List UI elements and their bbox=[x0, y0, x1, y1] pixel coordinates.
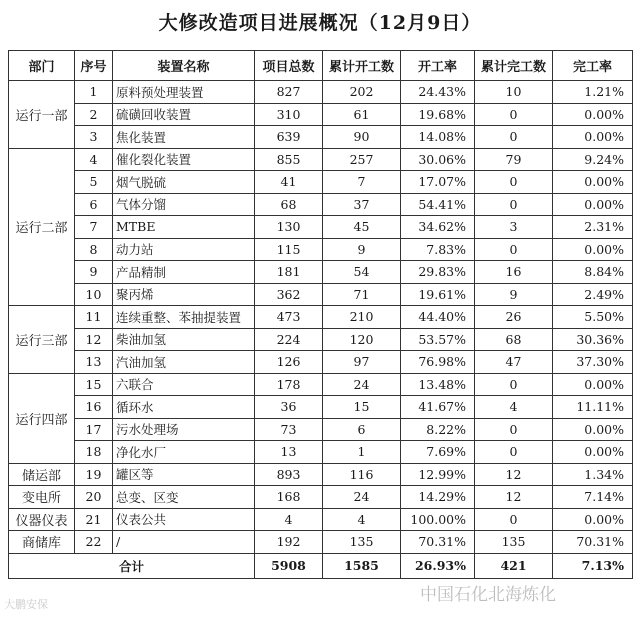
started-count: 71 bbox=[323, 283, 401, 306]
unit-name: 净化水厂 bbox=[113, 441, 255, 464]
unit-name: 循环水 bbox=[113, 396, 255, 419]
table-row bbox=[9, 306, 633, 329]
page-title: 大修改造项目进展概况（12月9日） bbox=[158, 12, 482, 34]
total-items: 4 bbox=[255, 508, 323, 531]
completion-rate: 1.21% bbox=[553, 81, 633, 104]
table-row bbox=[9, 486, 633, 509]
column-header: 完工率 bbox=[553, 51, 633, 81]
total-items: 178 bbox=[255, 373, 323, 396]
total-items: 36 bbox=[255, 396, 323, 419]
completion-rate: 37.30% bbox=[553, 351, 633, 374]
unit-name: 气体分馏 bbox=[113, 193, 255, 216]
started-count: 257 bbox=[323, 148, 401, 171]
table-row bbox=[9, 351, 633, 374]
start-rate: 17.07% bbox=[401, 171, 475, 194]
completed-count: 4 bbox=[475, 396, 553, 419]
completion-rate: 0.00% bbox=[553, 238, 633, 261]
total-completed: 421 bbox=[475, 553, 553, 578]
start-rate: 54.41% bbox=[401, 193, 475, 216]
completed-count: 0 bbox=[475, 103, 553, 126]
row-number: 11 bbox=[75, 306, 113, 329]
started-count: 210 bbox=[323, 306, 401, 329]
completed-count: 10 bbox=[475, 81, 553, 104]
table-row bbox=[9, 238, 633, 261]
total-items: 639 bbox=[255, 126, 323, 149]
completion-rate: 2.31% bbox=[553, 216, 633, 239]
table-row bbox=[9, 283, 633, 306]
column-header: 项目总数 bbox=[255, 51, 323, 81]
completed-count: 16 bbox=[475, 261, 553, 284]
total-items: 13 bbox=[255, 441, 323, 464]
start-rate: 7.83% bbox=[401, 238, 475, 261]
unit-name: 柴油加氢 bbox=[113, 328, 255, 351]
header-row bbox=[9, 51, 633, 81]
completion-rate: 0.00% bbox=[553, 441, 633, 464]
table-row bbox=[9, 216, 633, 239]
total-start-rate: 26.93% bbox=[401, 553, 475, 578]
department-cell: 运行一部 bbox=[9, 81, 75, 149]
department-cell: 商储库 bbox=[9, 531, 75, 554]
row-number: 16 bbox=[75, 396, 113, 419]
started-count: 90 bbox=[323, 126, 401, 149]
unit-name: 产品精制 bbox=[113, 261, 255, 284]
start-rate: 30.06% bbox=[401, 148, 475, 171]
start-rate: 8.22% bbox=[401, 418, 475, 441]
total-items: 893 bbox=[255, 463, 323, 486]
department-cell: 变电所 bbox=[9, 486, 75, 509]
completion-rate: 0.00% bbox=[553, 171, 633, 194]
unit-name: 仪表公共 bbox=[113, 508, 255, 531]
table-row bbox=[9, 508, 633, 531]
total-items: 168 bbox=[255, 486, 323, 509]
unit-name: 动力站 bbox=[113, 238, 255, 261]
completion-rate: 7.14% bbox=[553, 486, 633, 509]
row-number: 4 bbox=[75, 148, 113, 171]
table-row bbox=[9, 126, 633, 149]
department-cell: 仪器仪表 bbox=[9, 508, 75, 531]
completion-rate: 0.00% bbox=[553, 373, 633, 396]
total-items: 224 bbox=[255, 328, 323, 351]
column-header: 序号 bbox=[75, 51, 113, 81]
table-row bbox=[9, 148, 633, 171]
progress-table bbox=[8, 50, 633, 579]
unit-name: 催化裂化装置 bbox=[113, 148, 255, 171]
completion-rate: 5.50% bbox=[553, 306, 633, 329]
completion-rate: 9.24% bbox=[553, 148, 633, 171]
completion-rate: 2.49% bbox=[553, 283, 633, 306]
table-row bbox=[9, 261, 633, 284]
column-header: 累计开工数 bbox=[323, 51, 401, 81]
unit-name: 烟气脱硫 bbox=[113, 171, 255, 194]
total-items: 130 bbox=[255, 216, 323, 239]
unit-name: MTBE bbox=[113, 216, 255, 239]
total-items: 181 bbox=[255, 261, 323, 284]
unit-name: 污水处理场 bbox=[113, 418, 255, 441]
completed-count: 68 bbox=[475, 328, 553, 351]
completed-count: 47 bbox=[475, 351, 553, 374]
started-count: 116 bbox=[323, 463, 401, 486]
completed-count: 0 bbox=[475, 238, 553, 261]
start-rate: 100.00% bbox=[401, 508, 475, 531]
completed-count: 0 bbox=[475, 418, 553, 441]
completed-count: 0 bbox=[475, 508, 553, 531]
row-number: 10 bbox=[75, 283, 113, 306]
start-rate: 41.67% bbox=[401, 396, 475, 419]
watermark-left: 大鹏安保 bbox=[4, 598, 48, 611]
total-items: 192 bbox=[255, 531, 323, 554]
total-items: 115 bbox=[255, 238, 323, 261]
department-cell: 运行二部 bbox=[9, 148, 75, 306]
row-number: 12 bbox=[75, 328, 113, 351]
row-number: 9 bbox=[75, 261, 113, 284]
completed-count: 12 bbox=[475, 463, 553, 486]
completed-count: 12 bbox=[475, 486, 553, 509]
total-items: 5908 bbox=[255, 553, 323, 578]
total-items: 126 bbox=[255, 351, 323, 374]
started-count: 202 bbox=[323, 81, 401, 104]
table-row bbox=[9, 418, 633, 441]
table-row bbox=[9, 441, 633, 464]
table-row bbox=[9, 81, 633, 104]
start-rate: 34.62% bbox=[401, 216, 475, 239]
row-number: 7 bbox=[75, 216, 113, 239]
start-rate: 13.48% bbox=[401, 373, 475, 396]
started-count: 4 bbox=[323, 508, 401, 531]
table-row bbox=[9, 103, 633, 126]
completed-count: 26 bbox=[475, 306, 553, 329]
started-count: 97 bbox=[323, 351, 401, 374]
start-rate: 19.61% bbox=[401, 283, 475, 306]
started-count: 1 bbox=[323, 441, 401, 464]
row-number: 18 bbox=[75, 441, 113, 464]
unit-name: / bbox=[113, 531, 255, 554]
started-count: 7 bbox=[323, 171, 401, 194]
total-items: 473 bbox=[255, 306, 323, 329]
completion-rate: 0.00% bbox=[553, 126, 633, 149]
table-row bbox=[9, 373, 633, 396]
completion-rate: 8.84% bbox=[553, 261, 633, 284]
start-rate: 70.31% bbox=[401, 531, 475, 554]
table-row bbox=[9, 328, 633, 351]
row-number: 20 bbox=[75, 486, 113, 509]
row-number: 5 bbox=[75, 171, 113, 194]
completion-rate: 0.00% bbox=[553, 193, 633, 216]
department-cell: 运行四部 bbox=[9, 373, 75, 463]
completion-rate: 70.31% bbox=[553, 531, 633, 554]
row-number: 13 bbox=[75, 351, 113, 374]
unit-name: 硫磺回收装置 bbox=[113, 103, 255, 126]
completion-rate: 11.11% bbox=[553, 396, 633, 419]
completed-count: 9 bbox=[475, 283, 553, 306]
row-number: 2 bbox=[75, 103, 113, 126]
department-cell: 运行三部 bbox=[9, 306, 75, 374]
completion-rate: 30.36% bbox=[553, 328, 633, 351]
unit-name: 原料预处理装置 bbox=[113, 81, 255, 104]
start-rate: 29.83% bbox=[401, 261, 475, 284]
completed-count: 135 bbox=[475, 531, 553, 554]
completed-count: 79 bbox=[475, 148, 553, 171]
row-number: 1 bbox=[75, 81, 113, 104]
watermark-right: 中国石化北海炼化 bbox=[420, 585, 556, 605]
total-items: 68 bbox=[255, 193, 323, 216]
total-items: 41 bbox=[255, 171, 323, 194]
completed-count: 0 bbox=[475, 126, 553, 149]
row-number: 21 bbox=[75, 508, 113, 531]
unit-name: 焦化装置 bbox=[113, 126, 255, 149]
unit-name: 罐区等 bbox=[113, 463, 255, 486]
completed-count: 0 bbox=[475, 193, 553, 216]
table-row bbox=[9, 396, 633, 419]
start-rate: 53.57% bbox=[401, 328, 475, 351]
total-items: 855 bbox=[255, 148, 323, 171]
total-items: 827 bbox=[255, 81, 323, 104]
start-rate: 76.98% bbox=[401, 351, 475, 374]
column-header: 累计完工数 bbox=[475, 51, 553, 81]
table-row bbox=[9, 463, 633, 486]
started-count: 61 bbox=[323, 103, 401, 126]
started-count: 24 bbox=[323, 373, 401, 396]
row-number: 22 bbox=[75, 531, 113, 554]
completed-count: 3 bbox=[475, 216, 553, 239]
started-count: 9 bbox=[323, 238, 401, 261]
row-number: 8 bbox=[75, 238, 113, 261]
started-count: 45 bbox=[323, 216, 401, 239]
start-rate: 14.29% bbox=[401, 486, 475, 509]
unit-name: 聚丙烯 bbox=[113, 283, 255, 306]
department-cell: 储运部 bbox=[9, 463, 75, 486]
start-rate: 19.68% bbox=[401, 103, 475, 126]
started-count: 24 bbox=[323, 486, 401, 509]
unit-name: 汽油加氢 bbox=[113, 351, 255, 374]
start-rate: 12.99% bbox=[401, 463, 475, 486]
started-count: 6 bbox=[323, 418, 401, 441]
total-row bbox=[9, 553, 633, 578]
total-items: 362 bbox=[255, 283, 323, 306]
started-count: 54 bbox=[323, 261, 401, 284]
completed-count: 0 bbox=[475, 171, 553, 194]
table-row bbox=[9, 531, 633, 554]
row-number: 6 bbox=[75, 193, 113, 216]
unit-name: 总变、区变 bbox=[113, 486, 255, 509]
row-number: 15 bbox=[75, 373, 113, 396]
row-number: 17 bbox=[75, 418, 113, 441]
column-header: 部门 bbox=[9, 51, 75, 81]
completion-rate: 0.00% bbox=[553, 508, 633, 531]
total-started: 1585 bbox=[323, 553, 401, 578]
total-label: 合计 bbox=[9, 553, 255, 578]
total-items: 73 bbox=[255, 418, 323, 441]
completion-rate: 0.00% bbox=[553, 103, 633, 126]
start-rate: 14.08% bbox=[401, 126, 475, 149]
completion-rate: 0.00% bbox=[553, 418, 633, 441]
completion-rate: 1.34% bbox=[553, 463, 633, 486]
row-number: 3 bbox=[75, 126, 113, 149]
total-items: 310 bbox=[255, 103, 323, 126]
start-rate: 24.43% bbox=[401, 81, 475, 104]
unit-name: 六联合 bbox=[113, 373, 255, 396]
column-header: 装置名称 bbox=[113, 51, 255, 81]
start-rate: 44.40% bbox=[401, 306, 475, 329]
started-count: 15 bbox=[323, 396, 401, 419]
total-complete-rate: 7.13% bbox=[553, 553, 633, 578]
started-count: 120 bbox=[323, 328, 401, 351]
unit-name: 连续重整、苯抽提装置 bbox=[113, 306, 255, 329]
start-rate: 7.69% bbox=[401, 441, 475, 464]
table-row bbox=[9, 171, 633, 194]
started-count: 37 bbox=[323, 193, 401, 216]
started-count: 135 bbox=[323, 531, 401, 554]
column-header: 开工率 bbox=[401, 51, 475, 81]
completed-count: 0 bbox=[475, 441, 553, 464]
table-row bbox=[9, 193, 633, 216]
completed-count: 0 bbox=[475, 373, 553, 396]
row-number: 19 bbox=[75, 463, 113, 486]
